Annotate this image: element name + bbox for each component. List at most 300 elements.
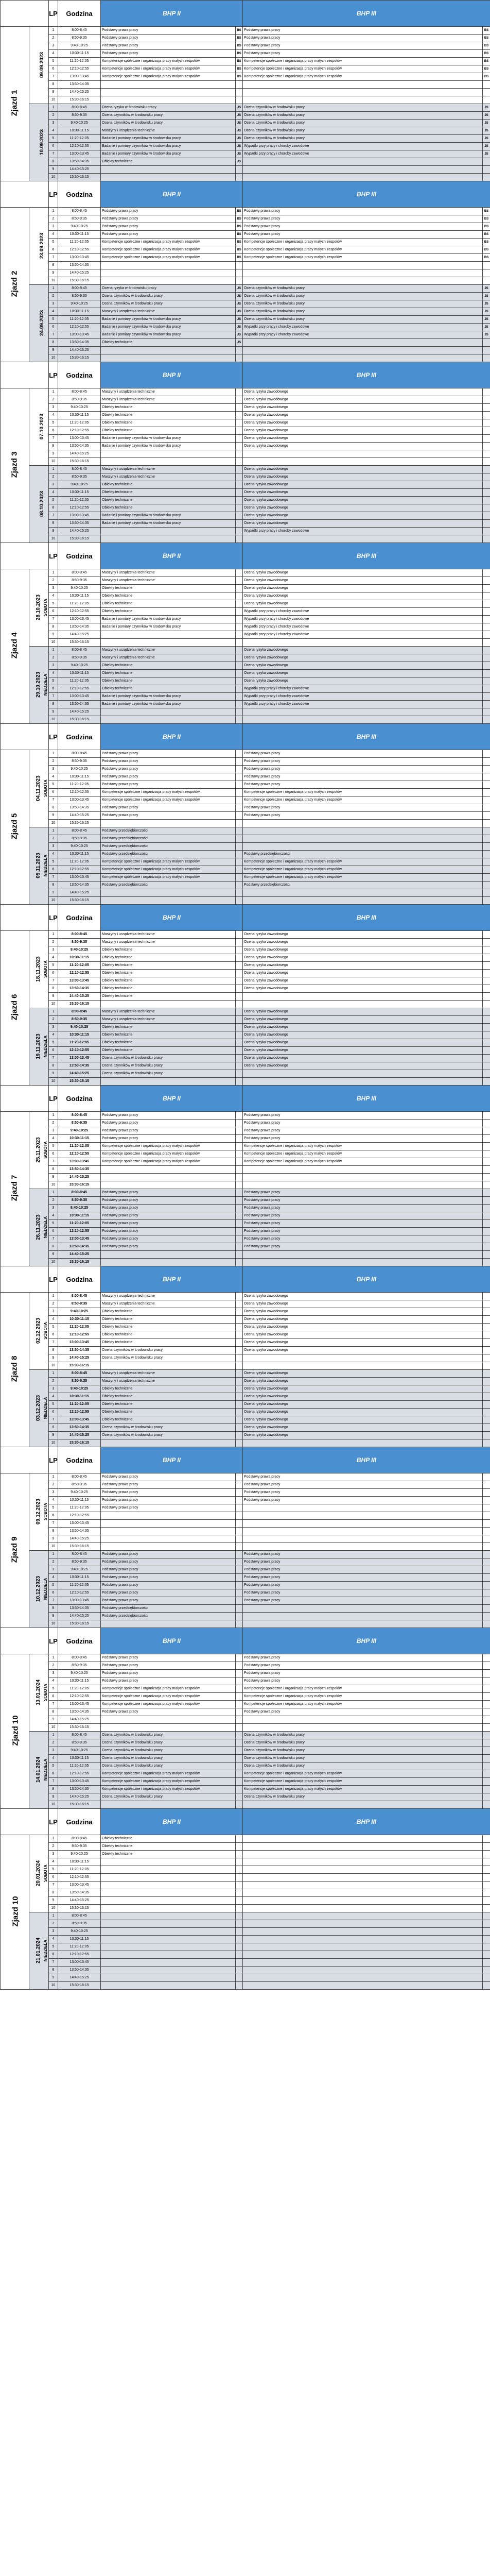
subject-bhp2: Ocena czynników w środowisku pracy [101, 1432, 236, 1439]
time-slot: 13:00-13:45 [58, 693, 101, 701]
subject-bhp3 [243, 1882, 483, 1889]
room-bhp2 [236, 1589, 243, 1597]
room-bhp2 [236, 1324, 243, 1331]
subject-bhp2: Podstawy prawa pracy [101, 1654, 236, 1662]
subject-bhp3: Ocena ryzyka zawodowego [243, 1401, 483, 1409]
time-slot: 12:10-12:55 [58, 1331, 101, 1339]
row-number: 1 [49, 1293, 58, 1300]
room-bhp2 [236, 716, 243, 724]
row-number: 10 [49, 1439, 58, 1447]
time-slot: 13:00-13:45 [58, 512, 101, 520]
schedule-row [1, 939, 490, 946]
subject-bhp2 [101, 1543, 236, 1551]
room-bhp2 [236, 866, 243, 874]
subject-bhp2: Obiekty techniczne [101, 1039, 236, 1047]
time-slot: 9:40-10:25 [58, 300, 101, 308]
schedule-row [1, 1543, 490, 1551]
schedule-row [1, 1982, 490, 1990]
room-bhp2 [236, 600, 243, 608]
row-number: 3 [49, 1670, 58, 1677]
time-slot: 11:20-12:05 [58, 58, 101, 65]
room-bhp2 [236, 96, 243, 104]
schedule-row [1, 1424, 490, 1432]
room-bhp2 [236, 1928, 243, 1936]
room-bhp3 [483, 450, 490, 458]
room-bhp3 [483, 1582, 490, 1589]
row-number: 4 [49, 1031, 58, 1039]
row-number: 1 [49, 104, 58, 112]
room-bhp3 [483, 1866, 490, 1874]
row-number: 2 [49, 1558, 58, 1566]
schedule-row [1, 1166, 490, 1174]
subject-bhp2 [101, 1982, 236, 1990]
row-number: 6 [49, 685, 58, 693]
subject-bhp2: Obiekty techniczne [101, 985, 236, 993]
subject-bhp3: Ocena ryzyka zawodowego [243, 1024, 483, 1031]
schedule-row [1, 120, 490, 127]
room-bhp2 [236, 685, 243, 693]
row-number: 9 [49, 889, 58, 897]
room-bhp2 [236, 1951, 243, 1959]
room-bhp2 [236, 1770, 243, 1778]
day-label [29, 1189, 49, 1266]
header-lp: LP [49, 724, 58, 750]
room-bhp2 [236, 1843, 243, 1851]
schedule-row [1, 143, 490, 150]
row-number: 4 [49, 412, 58, 419]
row-number: 3 [49, 1747, 58, 1755]
block-header-row [1, 1809, 490, 1835]
zjazd-label [1, 1473, 29, 1628]
subject-bhp3 [243, 1166, 483, 1174]
subject-bhp3: Wypadki przy pracy i choroby zawodowe [243, 608, 483, 616]
row-number: 1 [49, 827, 58, 835]
block-header-row [1, 1447, 490, 1473]
room-bhp2 [236, 1778, 243, 1786]
row-number: 8 [49, 1528, 58, 1535]
room-bhp3 [483, 466, 490, 473]
subject-bhp2: Podstawy prawa pracy [101, 1481, 236, 1489]
schedule-row [1, 158, 490, 166]
room-bhp2 [236, 1708, 243, 1716]
row-number: 8 [49, 1166, 58, 1174]
time-slot: 9:40-10:25 [58, 1127, 101, 1135]
time-slot: 9:40-10:25 [58, 766, 101, 773]
row-number: 2 [49, 1739, 58, 1747]
header-blank [1, 181, 49, 208]
room-bhp3 [483, 1732, 490, 1739]
room-bhp3: JS [483, 331, 490, 339]
schedule-row [1, 1843, 490, 1851]
subject-bhp3: Ocena ryzyka zawodowego [243, 1047, 483, 1055]
schedule-row [1, 1370, 490, 1378]
room-bhp3 [483, 1535, 490, 1543]
time-slot: 9:40-10:25 [58, 120, 101, 127]
room-bhp2 [236, 962, 243, 970]
room-bhp2: BS [236, 246, 243, 254]
row-number: 1 [49, 1008, 58, 1016]
row-number: 9 [49, 269, 58, 277]
subject-bhp3: Ocena czynników w środowisku pracy [243, 120, 483, 127]
room-bhp3: JS [483, 143, 490, 150]
schedule-row [1, 1331, 490, 1339]
room-bhp2: JS [236, 300, 243, 308]
room-bhp2 [236, 1620, 243, 1628]
room-bhp3 [483, 1597, 490, 1605]
day-date: 08.10.2023 [39, 490, 45, 517]
time-slot: 8:00-8:45 [58, 1912, 101, 1920]
header-bhp3: BHP III [243, 724, 490, 750]
room-bhp3 [483, 962, 490, 970]
subject-bhp3 [243, 897, 483, 905]
time-slot: 13:50-14:35 [58, 1967, 101, 1974]
room-bhp2 [236, 1535, 243, 1543]
time-slot: 10:30-11:15 [58, 308, 101, 316]
day-date: 14.01.2024 [36, 1756, 42, 1783]
room-bhp2 [236, 1835, 243, 1843]
schedule-row [1, 1205, 490, 1212]
subject-bhp2: Maszyny i urządzenia techniczne [101, 1293, 236, 1300]
room-bhp2 [236, 1701, 243, 1708]
room-bhp2 [236, 412, 243, 419]
row-number: 6 [49, 1512, 58, 1520]
time-slot: 13:00-13:45 [58, 73, 101, 81]
room-bhp2 [236, 1882, 243, 1889]
subject-bhp3: Ocena czynników w środowisku pracy [243, 316, 483, 324]
day-date: 19.11.2023 [35, 1033, 41, 1059]
subject-bhp2: Podstawy prawa pracy [101, 223, 236, 231]
schedule-row [1, 1677, 490, 1685]
row-number: 9 [49, 1432, 58, 1439]
zjazd-text: Zjazd 9 [10, 1536, 19, 1563]
subject-bhp3: Ocena ryzyka zawodowego [243, 946, 483, 954]
row-number: 4 [49, 1755, 58, 1762]
schedule-row [1, 528, 490, 535]
subject-bhp2: Maszyny i urządzenia techniczne [101, 931, 236, 939]
time-slot: 10:30-11:15 [58, 231, 101, 239]
subject-bhp2: Badanie i pomiary czynników w środowisku pracy [101, 331, 236, 339]
subject-bhp2: Podstawy prawa pracy [101, 35, 236, 42]
row-number: 3 [49, 1489, 58, 1497]
day-text [35, 1214, 49, 1240]
subject-bhp2 [101, 631, 236, 639]
row-number: 2 [49, 654, 58, 662]
time-slot: 15:30-16:15 [58, 897, 101, 905]
row-number: 6 [49, 608, 58, 616]
day-text [35, 1576, 48, 1602]
subject-bhp3: Kompetencje społeczne i organizacja pracy małych zespołów [243, 858, 483, 866]
subject-bhp2: Kompetencje społeczne i organizacja pracy małych zespołów [101, 858, 236, 866]
row-number: 4 [49, 773, 58, 781]
subject-bhp3 [243, 1070, 483, 1078]
time-slot: 12:10-12:55 [58, 1047, 101, 1055]
room-bhp3 [483, 1762, 490, 1770]
room-bhp3 [483, 1620, 490, 1628]
time-slot: 14:40-15:25 [58, 1897, 101, 1905]
room-bhp3 [483, 473, 490, 481]
schedule-row [1, 1062, 490, 1070]
header-godzina: Godzina [58, 181, 101, 208]
day-label [29, 1551, 49, 1628]
row-number: 5 [49, 781, 58, 789]
schedule-row [1, 716, 490, 724]
room-bhp2 [236, 1308, 243, 1316]
subject-bhp2: Podstawy prawa pracy [101, 1708, 236, 1716]
row-number: 4 [49, 489, 58, 497]
room-bhp3 [483, 1574, 490, 1582]
row-number: 8 [49, 1062, 58, 1070]
row-number: 8 [49, 1424, 58, 1432]
subject-bhp3: Ocena ryzyka zawodowego [243, 1347, 483, 1354]
subject-bhp3 [243, 1928, 483, 1936]
room-bhp3 [483, 435, 490, 443]
time-slot: 11:20-12:05 [58, 600, 101, 608]
row-number: 7 [49, 254, 58, 262]
row-number: 6 [49, 1770, 58, 1778]
subject-bhp3 [243, 277, 483, 285]
room-bhp2: JS [236, 293, 243, 300]
room-bhp3 [483, 750, 490, 758]
room-bhp2 [236, 608, 243, 616]
time-slot: 13:50-14:35 [58, 81, 101, 89]
row-number: 5 [49, 1685, 58, 1693]
room-bhp3 [483, 1300, 490, 1308]
room-bhp3 [483, 1685, 490, 1693]
time-slot: 12:10-12:55 [58, 504, 101, 512]
schedule-row [1, 1439, 490, 1447]
subject-bhp3 [243, 1181, 483, 1189]
header-bhp3: BHP III [243, 181, 490, 208]
room-bhp2 [236, 1197, 243, 1205]
zjazd-label [1, 931, 29, 1086]
time-slot: 12:10-12:55 [58, 1228, 101, 1235]
subject-bhp3: Podstawy prawa pracy [243, 1481, 483, 1489]
subject-bhp3: Podstawy prawa pracy [243, 812, 483, 820]
row-number: 4 [49, 670, 58, 677]
schedule-row [1, 1974, 490, 1982]
subject-bhp2: Podstawy prawa pracy [101, 1189, 236, 1197]
header-bhp2: BHP II [101, 1086, 243, 1112]
subject-bhp3: Ocena ryzyka zawodowego [243, 466, 483, 473]
schedule-row [1, 1385, 490, 1393]
subject-bhp3: Podstawy prawa pracy [243, 1135, 483, 1143]
schedule-row [1, 1770, 490, 1778]
row-number: 5 [49, 1582, 58, 1589]
room-bhp3 [483, 1677, 490, 1685]
subject-bhp3: Podstawy prawa pracy [243, 1235, 483, 1243]
header-lp: LP [49, 905, 58, 931]
room-bhp2: BS [236, 35, 243, 42]
room-bhp3 [483, 1936, 490, 1943]
time-slot: 15:30-16:15 [58, 96, 101, 104]
row-number: 2 [49, 939, 58, 946]
row-number: 2 [49, 1197, 58, 1205]
row-number: 9 [49, 450, 58, 458]
header-blank [1, 362, 49, 388]
room-bhp2 [236, 677, 243, 685]
subject-bhp3: Ocena ryzyka zawodowego [243, 1432, 483, 1439]
room-bhp2 [236, 585, 243, 592]
time-slot: 11:20-12:05 [58, 781, 101, 789]
time-slot: 11:20-12:05 [58, 677, 101, 685]
room-bhp2 [236, 1597, 243, 1605]
subject-bhp3: Ocena ryzyka zawodowego [243, 647, 483, 654]
subject-bhp2 [101, 166, 236, 174]
time-slot: 8:50-9:35 [58, 577, 101, 585]
room-bhp2 [236, 781, 243, 789]
room-bhp2 [236, 1432, 243, 1439]
room-bhp2: JS [236, 143, 243, 150]
subject-bhp2: Obiekty techniczne [101, 670, 236, 677]
schedule-row [1, 1316, 490, 1324]
room-bhp3 [483, 1943, 490, 1951]
room-bhp3 [483, 1331, 490, 1339]
row-number: 6 [49, 504, 58, 512]
room-bhp2 [236, 662, 243, 670]
schedule-row [1, 208, 490, 215]
subject-bhp3: Kompetencje społeczne i organizacja pracy małych zespołów [243, 1786, 483, 1793]
row-number: 6 [49, 1047, 58, 1055]
schedule-row [1, 1127, 490, 1135]
room-bhp3 [483, 631, 490, 639]
schedule-row [1, 354, 490, 362]
subject-bhp3: Ocena ryzyka zawodowego [243, 1016, 483, 1024]
schedule-row [1, 1835, 490, 1843]
schedule-row [1, 631, 490, 639]
header-bhp3: BHP III [243, 543, 490, 569]
schedule-row [1, 789, 490, 796]
room-bhp2 [236, 874, 243, 882]
schedule-row [1, 412, 490, 419]
room-bhp3 [483, 1150, 490, 1158]
schedule-row [1, 1882, 490, 1889]
schedule-row [1, 277, 490, 285]
row-number: 6 [49, 1951, 58, 1959]
subject-bhp2: Obiekty techniczne [101, 1331, 236, 1339]
subject-bhp3: Kompetencje społeczne i organizacja pracy małych zespołów [243, 1778, 483, 1786]
room-bhp2 [236, 1558, 243, 1566]
room-bhp2 [236, 1889, 243, 1897]
row-number: 5 [49, 1401, 58, 1409]
row-number: 5 [49, 1943, 58, 1951]
room-bhp2 [236, 1378, 243, 1385]
row-number: 5 [49, 1504, 58, 1512]
subject-bhp2: Obiekty techniczne [101, 497, 236, 504]
room-bhp3 [483, 1528, 490, 1535]
day-text [35, 595, 48, 620]
day-date: 29.10.2023 [36, 671, 42, 698]
row-number: 3 [49, 585, 58, 592]
schedule-row [1, 254, 490, 262]
subject-bhp2: Podstawy prawa pracy [101, 1566, 236, 1574]
schedule-row [1, 65, 490, 73]
room-bhp3 [483, 939, 490, 946]
day-name: SOBOTA [43, 1322, 48, 1340]
subject-bhp2 [101, 1882, 236, 1889]
subject-bhp2: Maszyny i urządzenia techniczne [101, 127, 236, 135]
room-bhp2 [236, 631, 243, 639]
subject-bhp3: Kompetencje społeczne i organizacja pracy małych zespołów [243, 254, 483, 262]
subject-bhp3 [243, 1716, 483, 1724]
room-bhp3: JS [483, 293, 490, 300]
row-number: 5 [49, 1220, 58, 1228]
subject-bhp2 [101, 820, 236, 827]
subject-bhp2 [101, 1801, 236, 1809]
schedule-row [1, 1967, 490, 1974]
day-text [39, 129, 46, 155]
room-bhp2 [236, 277, 243, 285]
row-number: 7 [49, 1882, 58, 1889]
row-number: 1 [49, 931, 58, 939]
row-number: 8 [49, 1967, 58, 1974]
room-bhp2 [236, 889, 243, 897]
subject-bhp2: Podstawy prawa pracy [101, 1574, 236, 1582]
subject-bhp3 [243, 1874, 483, 1882]
schedule-row [1, 1528, 490, 1535]
subject-bhp2: Podstawy prawa pracy [101, 773, 236, 781]
schedule-row [1, 269, 490, 277]
subject-bhp3: Podstawy prawa pracy [243, 1497, 483, 1504]
row-number: 6 [49, 1693, 58, 1701]
time-slot: 8:00-8:45 [58, 1008, 101, 1016]
room-bhp3 [483, 1489, 490, 1497]
room-bhp2 [236, 1528, 243, 1535]
day-name: SOBOTA [43, 1503, 48, 1520]
room-bhp3 [483, 1770, 490, 1778]
row-number: 10 [49, 1905, 58, 1912]
room-bhp2: JS [236, 150, 243, 158]
subject-bhp3: Ocena czynników w środowisku pracy [243, 300, 483, 308]
room-bhp3 [483, 1920, 490, 1928]
room-bhp3 [483, 1959, 490, 1967]
room-bhp2 [236, 993, 243, 1001]
subject-bhp2: Badanie i pomiary czynników w środowisku pracy [101, 435, 236, 443]
subject-bhp2: Obiekty techniczne [101, 1851, 236, 1858]
row-number: 5 [49, 1866, 58, 1874]
subject-bhp2: Ocena czynników w środowisku pracy [101, 1062, 236, 1070]
room-bhp3 [483, 592, 490, 600]
time-slot: 14:40-15:25 [58, 889, 101, 897]
subject-bhp2: Obiekty techniczne [101, 1047, 236, 1055]
subject-bhp3: Ocena ryzyka zawodowego [243, 1062, 483, 1070]
schedule-row [1, 1362, 490, 1370]
row-number: 2 [49, 1120, 58, 1127]
schedule-row [1, 1786, 490, 1793]
subject-bhp3: Podstawy prawa pracy [243, 1597, 483, 1605]
time-slot: 10:30-11:15 [58, 773, 101, 781]
schedule-row [1, 1670, 490, 1677]
row-number: 7 [49, 435, 58, 443]
subject-bhp2: Maszyny i urządzenia techniczne [101, 1378, 236, 1385]
schedule-row [1, 708, 490, 716]
row-number: 10 [49, 277, 58, 285]
room-bhp2 [236, 1174, 243, 1181]
room-bhp3: BS [483, 58, 490, 65]
room-bhp2 [236, 701, 243, 708]
subject-bhp3: Ocena czynników w środowisku pracy [243, 285, 483, 293]
header-bhp2: BHP II [101, 1809, 243, 1835]
time-slot: 13:50-14:35 [58, 520, 101, 528]
schedule-row [1, 50, 490, 58]
room-bhp2 [236, 1354, 243, 1362]
subject-bhp3: Podstawy przedsiębiorczości [243, 882, 483, 889]
day-date: 03.12.2023 [36, 1395, 42, 1421]
subject-bhp3: Ocena ryzyka zawodowego [243, 977, 483, 985]
row-number: 6 [49, 324, 58, 331]
schedule-row [1, 1605, 490, 1613]
time-slot: 10:30-11:15 [58, 670, 101, 677]
schedule-row [1, 1197, 490, 1205]
